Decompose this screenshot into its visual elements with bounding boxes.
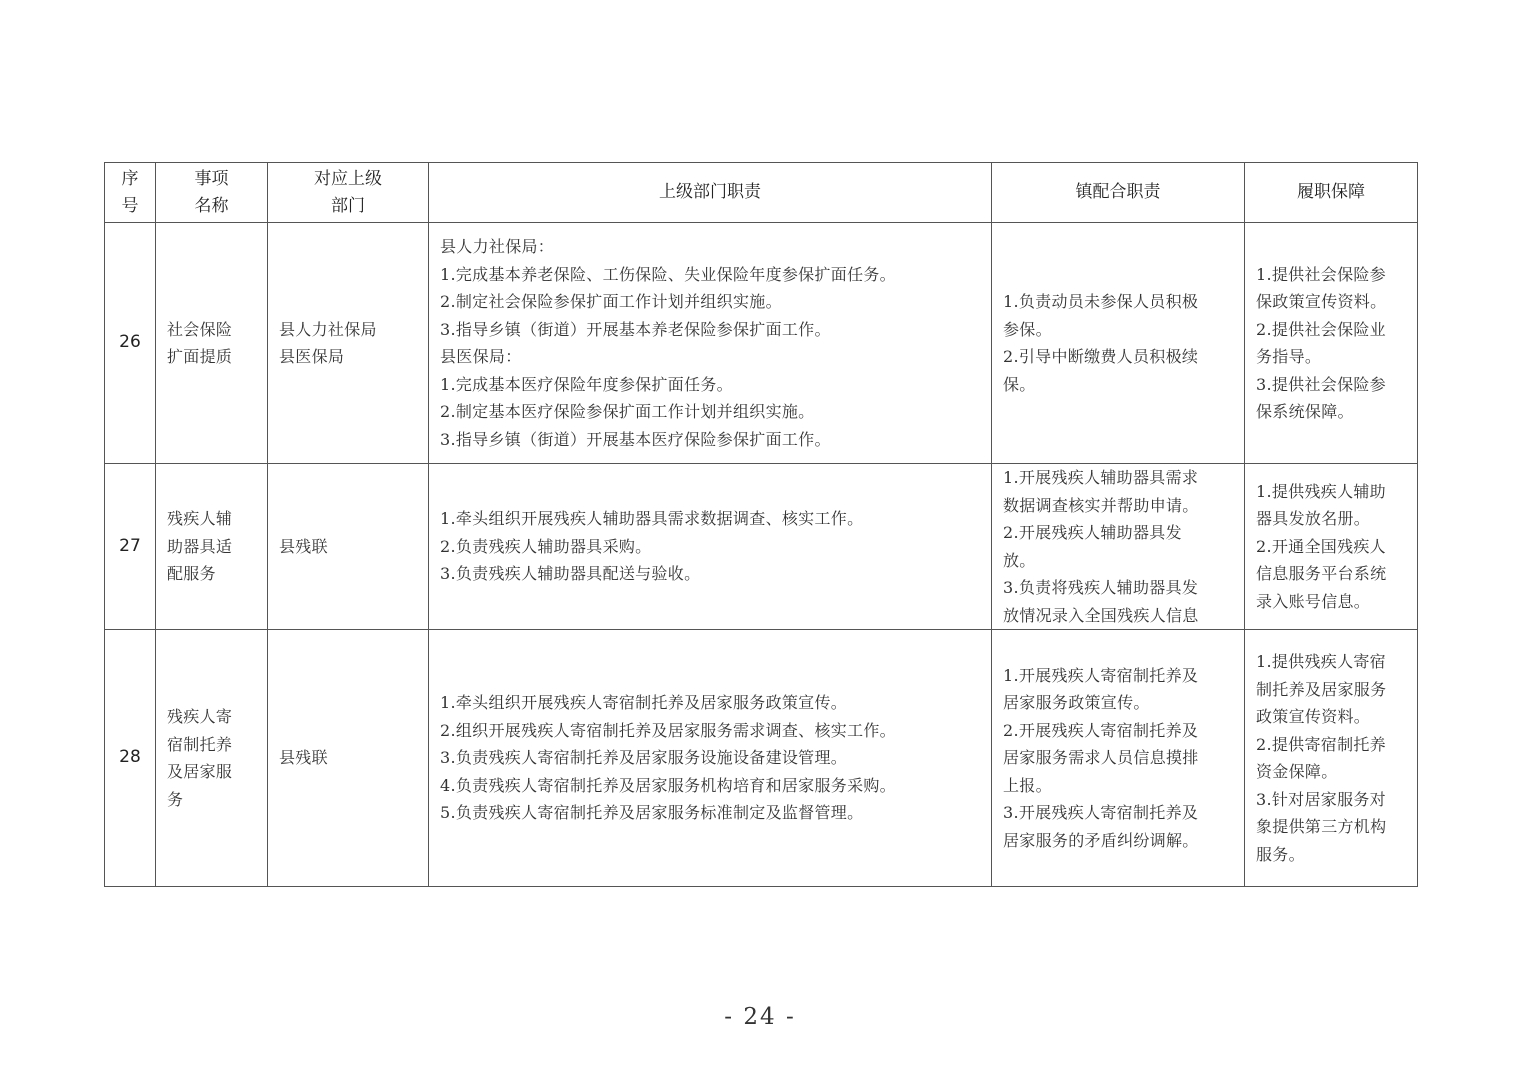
item-name-line: 社会保险 <box>167 319 233 339</box>
guarantee-line: 3.针对居家服务对 <box>1256 789 1386 809</box>
upper-dept-line: 县残联 <box>279 536 328 556</box>
guarantee-line: 象提供第三方机构 <box>1256 817 1387 836</box>
upper-dept-line: 县残联 <box>279 748 328 768</box>
row-seq: 26 <box>105 223 156 464</box>
row-town-duties <box>992 464 1245 630</box>
guarantee-line: 1.提供残疾人辅助 <box>1256 481 1386 501</box>
item-name-line: 及居家服 <box>167 762 233 781</box>
guarantee-line: 1.提供社会保险参 <box>1256 264 1386 284</box>
item-name-line: 务 <box>167 789 184 809</box>
upper-duty-line: 县医保局： <box>440 347 522 366</box>
item-name-line: 配服务 <box>167 564 216 584</box>
town-duty-line: 放。 <box>1003 550 1036 570</box>
item-name-line: 残疾人辅 <box>167 509 233 529</box>
row-guarantee <box>1245 223 1418 464</box>
upper-duty-line: 5.负责残疾人寄宿制托养及居家服务标准制定及监督管理。 <box>440 803 864 823</box>
row-upper-dept <box>268 223 429 464</box>
header-upper-dept-line: 部门 <box>331 195 365 216</box>
item-name-line: 扩面提质 <box>167 347 233 366</box>
guarantee-line: 2.提供寄宿制托养 <box>1256 734 1386 754</box>
town-duty-line: 3.负责将残疾人辅助器具发 <box>1003 578 1199 597</box>
guarantee-line: 资金保障。 <box>1256 762 1338 781</box>
row-upper-duties <box>429 464 992 630</box>
town-duty-line: 2.开展残疾人寄宿制托养及 <box>1003 720 1199 740</box>
town-duty-line: 1.开展残疾人辅助器具需求 <box>1003 468 1199 487</box>
guarantee-line: 2.提供社会保险业 <box>1256 319 1386 339</box>
guarantee-line: 录入账号信息。 <box>1256 591 1371 611</box>
town-duty-line: 数据调查核实并帮助申请。 <box>1003 495 1199 515</box>
upper-duty-line: 3.负责残疾人辅助器具配送与验收。 <box>440 564 701 584</box>
guarantee-line: 制托养及居家服务 <box>1256 679 1387 699</box>
upper-duty-line: 2.制定基本医疗保险参保扩面工作计划并组织实施。 <box>440 402 815 421</box>
page-number: - 24 - <box>724 1004 796 1030</box>
row-upper-duties <box>429 630 992 887</box>
town-duty-line: 参保。 <box>1003 319 1052 339</box>
header-item-name-line: 事项 <box>194 168 229 189</box>
row-town-duties <box>992 630 1245 887</box>
guarantee-line: 政策宣传资料。 <box>1256 707 1371 726</box>
table-row <box>105 464 1418 630</box>
row-item-name <box>156 630 268 887</box>
town-duty-line: 2.开展残疾人辅助器具发 <box>1003 523 1182 542</box>
guarantee-line: 服务。 <box>1256 844 1305 864</box>
upper-dept-line: 县人力社保局 <box>279 319 377 339</box>
upper-duty-line: 1.牵头组织开展残疾人辅助器具需求数据调查、核实工作。 <box>440 509 864 529</box>
town-duty-line: 居家服务的矛盾纠纷调解。 <box>1003 830 1199 850</box>
guarantee-line: 1.提供残疾人寄宿 <box>1256 652 1386 671</box>
header-item-name <box>156 163 268 223</box>
upper-duty-line: 1.完成基本医疗保险年度参保扩面任务。 <box>440 374 733 394</box>
row-town-duties <box>992 223 1245 464</box>
guarantee-line: 信息服务平台系统 <box>1256 564 1387 584</box>
header-town-duties: 镇配合职责 <box>992 163 1245 223</box>
row-item-name <box>156 223 268 464</box>
town-duty-line: 居家服务需求人员信息摸排 <box>1003 748 1199 768</box>
upper-duty-line: 3.指导乡镇（街道）开展基本养老保险参保扩面工作。 <box>440 319 831 339</box>
row-seq: 27 <box>105 464 156 630</box>
guarantee-line: 保政策宣传资料。 <box>1256 292 1387 311</box>
town-duty-line: 居家服务政策宣传。 <box>1003 693 1150 713</box>
header-item-name-line: 名称 <box>194 195 229 216</box>
row-guarantee <box>1245 464 1418 630</box>
row-upper-dept <box>268 464 429 630</box>
upper-duty-line: 县人力社保局： <box>440 237 555 256</box>
header-upper-duties: 上级部门职责 <box>429 163 992 223</box>
town-duty-line: 上报。 <box>1003 775 1052 795</box>
upper-duty-line: 3.指导乡镇（街道）开展基本医疗保险参保扩面工作。 <box>440 429 831 449</box>
town-duty-line: 1.开展残疾人寄宿制托养及 <box>1003 665 1199 685</box>
upper-duty-line: 4.负责残疾人寄宿制托养及居家服务机构培育和居家服务采购。 <box>440 775 896 795</box>
upper-duty-line: 3.负责残疾人寄宿制托养及居家服务设施设备建设管理。 <box>440 748 848 768</box>
row-seq: 28 <box>105 630 156 887</box>
table-header-row <box>105 163 1418 223</box>
guarantee-line: 2.开通全国残疾人 <box>1256 536 1386 556</box>
upper-duty-line: 2.负责残疾人辅助器具采购。 <box>440 536 652 556</box>
table-row <box>105 223 1418 464</box>
town-duty-line: 1.负责动员未参保人员积极 <box>1003 292 1199 311</box>
header-guarantee: 履职保障 <box>1245 163 1418 223</box>
town-duty-line: 3.开展残疾人寄宿制托养及 <box>1003 803 1199 823</box>
header-upper-dept <box>268 163 429 223</box>
item-name-line: 残疾人寄 <box>167 707 233 726</box>
guarantee-line: 务指导。 <box>1256 347 1322 366</box>
header-seq-line: 号 <box>121 195 139 216</box>
upper-duty-line: 1.完成基本养老保险、工伤保险、失业保险年度参保扩面任务。 <box>440 264 896 284</box>
guarantee-line: 3.提供社会保险参 <box>1256 374 1386 394</box>
row-guarantee <box>1245 630 1418 887</box>
header-upper-dept-line: 对应上级 <box>314 168 382 189</box>
row-upper-dept <box>268 630 429 887</box>
town-duties-clip <box>1003 467 1236 627</box>
header-seq <box>105 163 156 223</box>
upper-duty-line: 2.组织开展残疾人寄宿制托养及居家服务需求调查、核实工作。 <box>440 720 896 740</box>
town-duty-line: 2.引导中断缴费人员积极续 <box>1003 347 1199 366</box>
guarantee-line: 器具发放名册。 <box>1256 509 1371 529</box>
upper-duty-line: 2.制定社会保险参保扩面工作计划并组织实施。 <box>440 292 782 311</box>
town-duty-line: 放情况录入全国残疾人信息 <box>1003 605 1199 625</box>
table-row <box>105 630 1418 887</box>
header-seq-line: 序 <box>121 168 139 189</box>
duties-table <box>104 162 1418 887</box>
item-name-line: 宿制托养 <box>167 734 233 754</box>
item-name-line: 助器具适 <box>167 536 233 556</box>
town-duty-line: 保。 <box>1003 374 1036 394</box>
row-upper-duties <box>429 223 992 464</box>
guarantee-line: 保系统保障。 <box>1256 402 1354 421</box>
row-item-name <box>156 464 268 630</box>
upper-duty-line: 1.牵头组织开展残疾人寄宿制托养及居家服务政策宣传。 <box>440 693 848 713</box>
upper-dept-line: 县医保局 <box>279 347 345 366</box>
